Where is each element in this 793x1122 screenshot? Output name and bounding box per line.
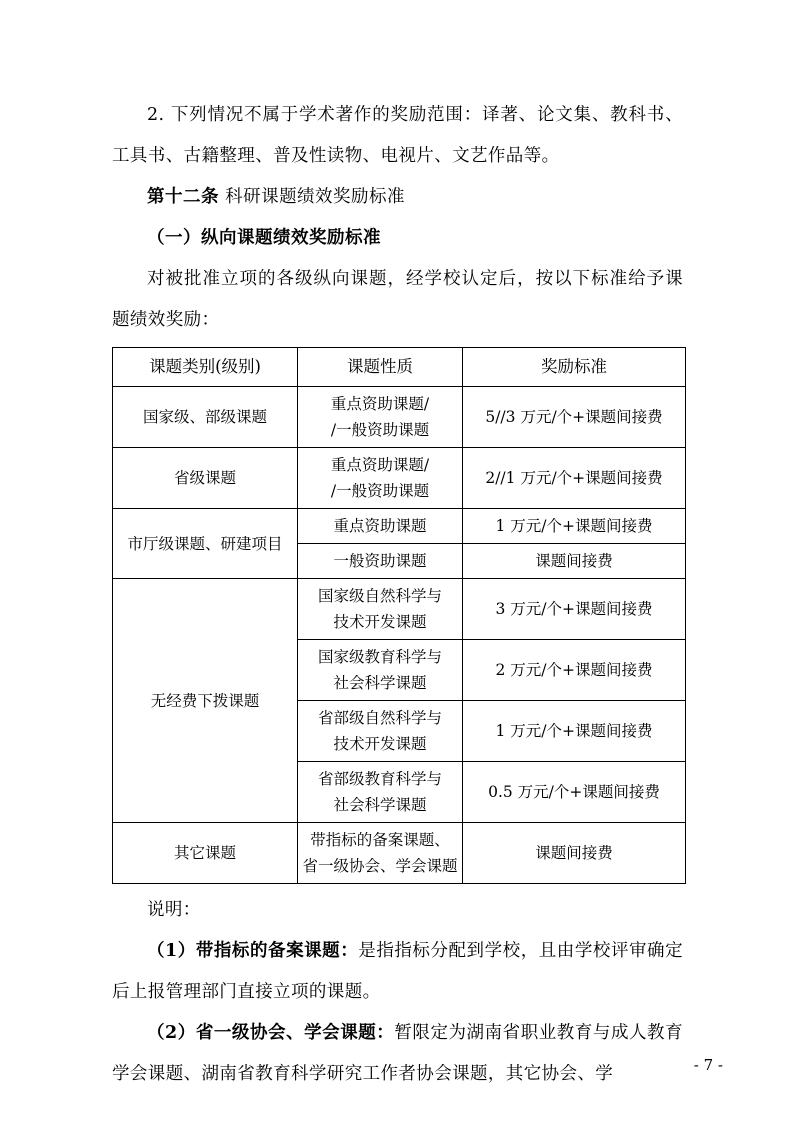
cell-nature <box>298 823 463 884</box>
cell-nature-line-2: /一般资助课题 <box>330 482 430 500</box>
explanation-item-2-term: （2）省一级协会、学会课题： <box>147 1023 395 1043</box>
column-header-standard: 奖励标准 <box>463 348 686 387</box>
explanation-item-1-text: 是指指标分配到学校，且由学校评审确定后上报管理部门直接立项的课题。 <box>112 941 683 1002</box>
cell-nature-line-1: 国家级教育科学与 <box>317 648 442 666</box>
explanation-item-2 <box>112 1013 683 1095</box>
column-header-category: 课题类别(级别) <box>113 348 298 387</box>
award-standard-table <box>112 347 686 884</box>
cell-nature <box>298 579 463 640</box>
cell-nature-line-2: 技术开发课题 <box>333 613 427 631</box>
cell-standard: 1 万元/个+课题间接费 <box>463 701 686 762</box>
cell-category: 其它课题 <box>113 823 298 884</box>
cell-nature: 一般资助课题 <box>298 544 463 579</box>
cell-nature <box>298 701 463 762</box>
page-number: - 7 - <box>693 1056 723 1074</box>
table-row <box>113 387 686 448</box>
table-row <box>113 509 686 544</box>
explanation-item-1 <box>112 931 683 1013</box>
cell-nature-line-2: 社会科学课题 <box>333 796 427 814</box>
paragraph-intro: 对被批准立项的各级纵向课题，经学校认定后，按以下标准给予课题绩效奖励： <box>112 269 683 330</box>
cell-category: 无经费下拨课题 <box>113 579 298 823</box>
cell-standard: 3 万元/个+课题间接费 <box>463 579 686 640</box>
cell-standard: 5//3 万元/个+课题间接费 <box>463 387 686 448</box>
cell-standard: 课题间接费 <box>463 823 686 884</box>
cell-nature-line-2: 社会科学课题 <box>333 674 427 692</box>
cell-nature-line-1: 国家级自然科学与 <box>317 587 442 605</box>
explanation-item-2-text: 暂限定为湖南省职业教育与成人教育学会课题、湖南省教育科学研究工作者协会课题，其它协会、学 <box>112 1023 683 1084</box>
cell-nature-line-1: 重点资助课题/ <box>330 456 430 474</box>
table-row <box>113 448 686 509</box>
column-header-nature: 课题性质 <box>298 348 463 387</box>
explanation-item-1-term: （1）带指标的备案课题： <box>147 941 359 961</box>
cell-nature-line-1: 省部级自然科学与 <box>317 709 442 727</box>
cell-nature-line-2: 省一级协会、学会课题 <box>302 857 458 875</box>
heading-article-twelve <box>112 177 683 218</box>
cell-standard: 2 万元/个+课题间接费 <box>463 640 686 701</box>
cell-nature: 重点资助课题 <box>298 509 463 544</box>
heading-article-number: 第十二条 <box>147 187 219 207</box>
cell-nature-line-1: 带指标的备案课题、 <box>310 831 450 849</box>
explanation-label: 说明： <box>147 900 201 920</box>
paragraph-clause-2: 2. 下列情况不属于学术著作的奖励范围：译著、论文集、教科书、工具书、古籍整理、普及性读物、电视片、文艺作品等。 <box>112 105 683 166</box>
cell-nature-line-1: 省部级教育科学与 <box>317 770 442 788</box>
table-row <box>113 579 686 640</box>
cell-standard: 1 万元/个+课题间接费 <box>463 509 686 544</box>
cell-category: 国家级、部级课题 <box>113 387 298 448</box>
cell-nature <box>298 448 463 509</box>
cell-nature-line-2: 技术开发课题 <box>333 735 427 753</box>
table-header-row <box>113 348 686 387</box>
cell-nature <box>298 387 463 448</box>
cell-nature <box>298 640 463 701</box>
subheading-section-one: （一）纵向课题绩效奖励标准 <box>147 228 381 248</box>
cell-standard: 0.5 万元/个+课题间接费 <box>463 762 686 823</box>
cell-nature <box>298 762 463 823</box>
cell-category: 市厅级课题、研建项目 <box>113 509 298 579</box>
cell-category: 省级课题 <box>113 448 298 509</box>
heading-article-title: 科研课题绩效奖励标准 <box>219 187 406 207</box>
cell-nature-line-2: /一般资助课题 <box>330 421 430 439</box>
cell-nature-line-1: 重点资助课题/ <box>330 395 430 413</box>
table-row <box>113 823 686 884</box>
cell-standard: 课题间接费 <box>463 544 686 579</box>
cell-standard: 2//1 万元/个+课题间接费 <box>463 448 686 509</box>
